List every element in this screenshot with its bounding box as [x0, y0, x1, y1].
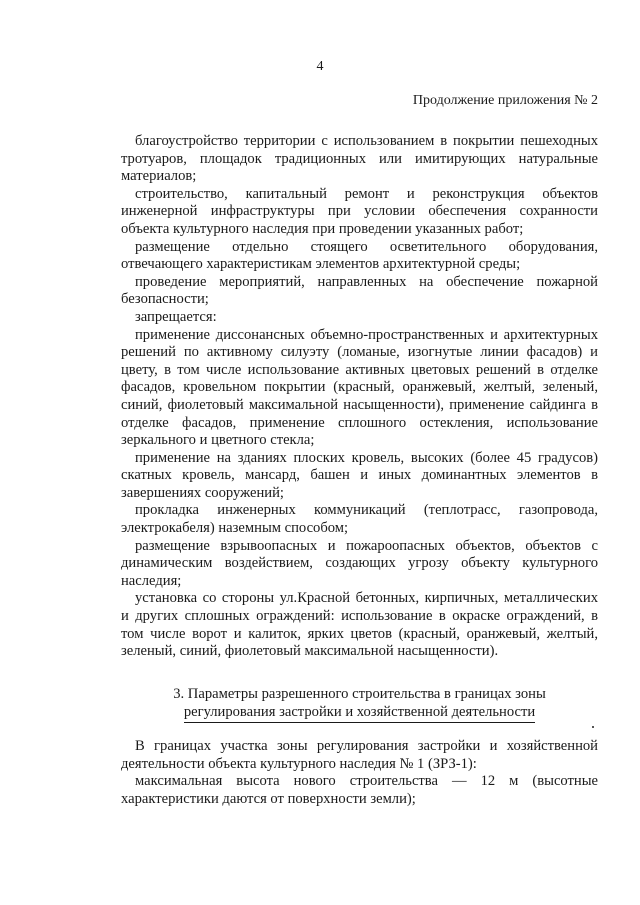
paragraph: размещение взрывоопасных и пожароопасных объектов, объектов с динамическим воздействием, создающих угрозу объекту культурного наследия;: [121, 537, 598, 589]
paragraph: благоустройство территории с использованием в покрытии пешеходных тротуаров, площадок традиционных или имитирующих натуральные материалов;: [121, 133, 598, 185]
paragraph: применение на зданиях плоских кровель, высоких (более 45 градусов) скатных кровель, мансард, башен и иных доминантных элементов в завершениях сооружений;: [121, 449, 598, 501]
heading-line-2: регулирования застройки и хозяйственной деятельности: [184, 704, 535, 724]
section-body: [121, 738, 598, 808]
paragraph-prohibited-label: запрещается:: [135, 308, 217, 325]
paragraph: В границах участка зоны регулирования застройки и хозяйственной деятельности объекта культурного наследия № 1 (ЗРЗ-1):: [121, 738, 598, 772]
page-number: 4: [316, 59, 324, 74]
paragraph: установка со стороны ул.Красной бетонных, кирпичных, металлических и других сплошных ограждений: использование в окраске ограждений, в том числе ворот и калиток, ярких цветов (красный, оранжевый, желтый, зеленый, синий, фиолетовый максимальной насыщенности).: [121, 590, 598, 660]
paragraph: применение диссонансных объемно-пространственных и архитектурных решений по активному силуэту (ломаные, изогнутые линии фасадов) и цвету, в том числе использование активных цветовых решений в отделке фасадов, кровельном покрытии (красный, оранжевый, желтый, зеленый, синий, фиолетовый максимальной насыщенности), применение сайдинга в отделке фасадов, применение сплошного остекления, использование зеркального и цветного стекла;: [121, 326, 598, 449]
paragraph: максимальная высота нового строительства — 12 м (высотные характеристики даются от поверхности земли);: [121, 773, 598, 807]
paragraph: проведение мероприятий, направленных на обеспечение пожарной безопасности;: [121, 273, 598, 308]
paragraph: прокладка инженерных коммуникаций (теплотрасс, газопровода, электрокабеля) наземным способом;: [121, 502, 598, 537]
paragraph: размещение отдельно стоящего осветительного оборудования, отвечающего характеристикам элементов архитектурной среды;: [121, 238, 598, 273]
paragraph: строительство, капитальный ремонт и реконструкция объектов инженерной инфраструктуры при условии обеспечения сохранности объекта культурного наследия при проведении указанных работ;: [121, 185, 598, 237]
scan-speck: [592, 726, 594, 728]
appendix-reference: Продолжение приложения № 2: [412, 93, 598, 108]
body-text: [121, 133, 598, 661]
section-heading: [121, 686, 598, 724]
heading-line-1: 3. Параметры разрешенного строительства в границах зоны: [173, 686, 546, 702]
